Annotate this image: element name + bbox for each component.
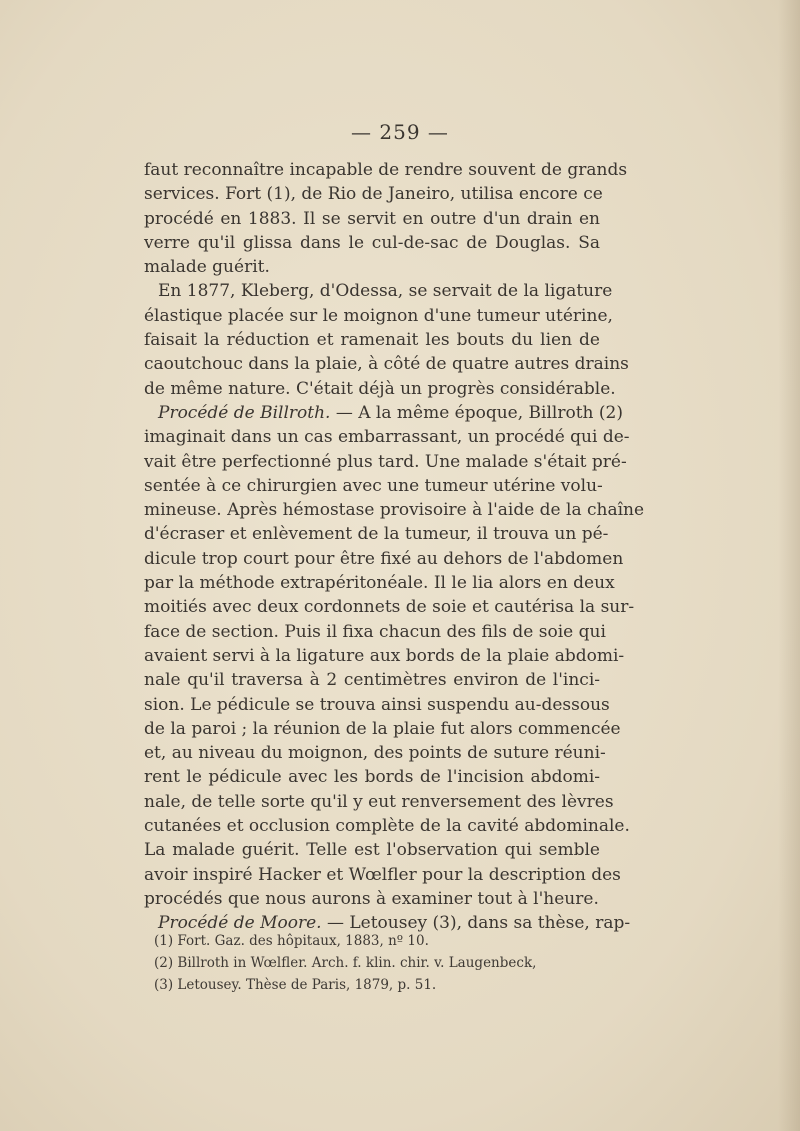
text-line: par la méthode extrapéritonéale. Il le lia alors en deux: [144, 573, 615, 594]
text-line: de la paroi ; la réunion de la plaie fut alors commencée: [144, 718, 621, 739]
text-line: nale, de telle sorte qu'il y eut renversement des lèvres: [144, 791, 614, 812]
text-line: faut reconnaître incapable de rendre souvent de grands: [144, 160, 628, 180]
text-line: moitiés avec deux cordonnets de soie et cautérisa la sur-: [144, 597, 635, 618]
footnote: (1) Fort. Gaz. des hôpitaux, 1883, nº 10.: [154, 933, 429, 949]
text-line: sentée à ce chirurgien avec une tumeur utérine volu-: [144, 475, 603, 496]
text-line: Procédé de Billroth. — A la même époque, Billroth (2): [158, 402, 623, 423]
text-line: procédés que nous aurons à examiner tout à l'heure.: [144, 888, 599, 909]
text-line: et, au niveau du moignon, des points de suture réuni-: [144, 743, 606, 764]
footnote: (2) Billroth in Wœlfler. Arch. f. klin. chir. v. Laugenbeck,: [154, 955, 537, 971]
text-line: avoir inspiré Hacker et Wœlfler pour la description des: [144, 864, 621, 885]
text-line: caoutchouc dans la plaie, à côté de quatre autres drains: [144, 354, 629, 375]
text-line: de même nature. C'était déjà un progrès considérable.: [144, 378, 616, 399]
text-line: En 1877, Kleberg, d'Odessa, se servait de la ligature: [158, 281, 613, 302]
text-line: d'écraser et enlèvement de la tumeur, il trouva un pé-: [144, 524, 609, 545]
text-line: Procédé de Moore. — Letousey (3), dans sa thèse, rap-: [158, 913, 631, 934]
text-line: nale qu'il traversa à 2 centimètres environ de l'inci-: [144, 670, 600, 691]
text-line: imaginait dans un cas embarrassant, un procédé qui de-: [144, 427, 630, 448]
text-line: services. Fort (1), de Rio de Janeiro, utilisa encore ce: [144, 184, 603, 205]
footnotes: [154, 930, 600, 996]
text-line: malade guérit.: [144, 257, 270, 278]
text-line: mineuse. Après hémostase provisoire à l'aide de la chaîne: [144, 500, 645, 521]
text-line: rent le pédicule avec les bords de l'incision abdomi-: [144, 767, 600, 788]
page-spine-shadow: [778, 0, 800, 1131]
text-line: avaient servi à la ligature aux bords de la plaie abdomi-: [144, 645, 625, 666]
text-line: face de section. Puis il fixa chacun des fils de soie qui: [144, 621, 606, 642]
text-line: verre qu'il glissa dans le cul-de-sac de Douglas. Sa: [144, 232, 600, 253]
text-line: vait être perfectionné plus tard. Une malade s'était pré-: [144, 451, 627, 472]
text-line: procédé en 1883. Il se servit en outre d'un drain en: [144, 208, 600, 229]
text-line: La malade guérit. Telle est l'observation qui semble: [144, 840, 600, 861]
text-line: cutanées et occlusion complète de la cavité abdominale.: [144, 816, 630, 837]
section-heading-moore: Procédé de Moore.: [158, 913, 322, 934]
page-number: — 259 —: [351, 120, 449, 144]
body-text: [144, 158, 645, 936]
text-line: élastique placée sur le moignon d'une tumeur utérine,: [144, 305, 613, 326]
section-heading-billroth: Procédé de Billroth.: [158, 402, 331, 423]
footnote: (3) Letousey. Thèse de Paris, 1879, p. 51.: [154, 977, 437, 993]
text-line: dicule trop court pour être fixé au dehors de l'abdomen: [144, 548, 624, 569]
text-line: faisait la réduction et ramenait les bouts du lien de: [144, 330, 600, 351]
text-line: sion. Le pédicule se trouva ainsi suspendu au-dessous: [144, 694, 610, 715]
